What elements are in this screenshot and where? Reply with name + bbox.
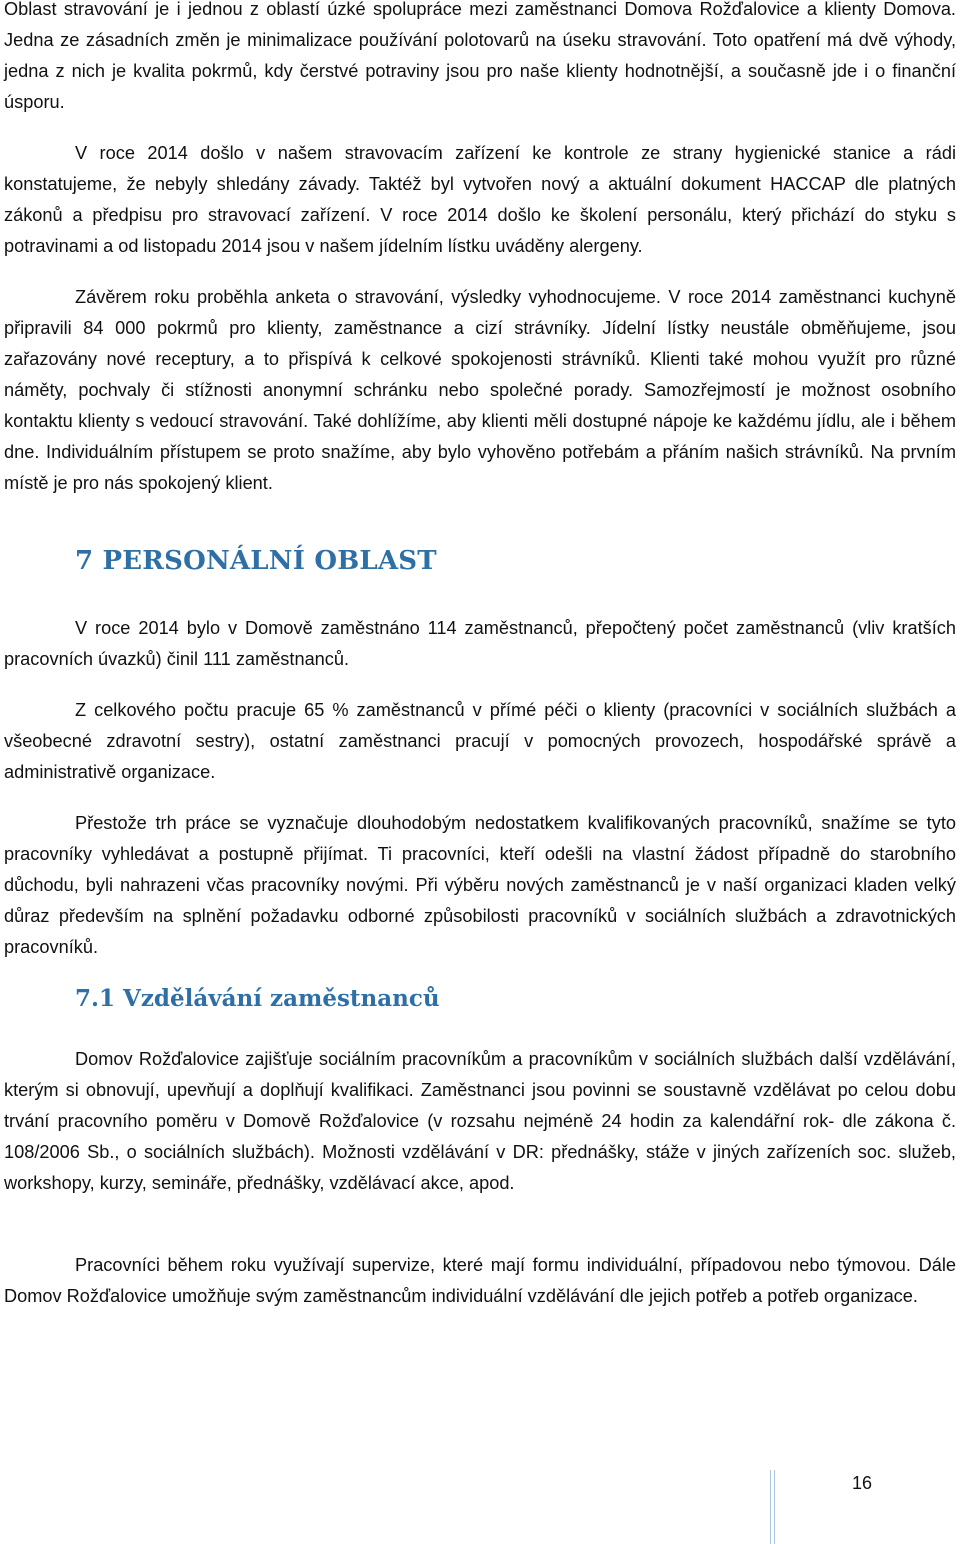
paragraph-supervision: Pracovníci během roku využívají supervize, které mají formu individuální, případovou nebo týmovou. Dále Domov Rožďalovice umožňuje svým zaměstnancům individuální vzdělávání dle jejich potřeb a potřeb organizace. [4,1255,956,1306]
paragraph-recruitment: Přestože trh práce se vyznačuje dlouhodobým nedostatkem kvalifikovaných pracovníků, snažíme se tyto pracovníky vyhledávat a postupně přijímat. Ti pracovníci, kteří odešli na vlastní žádost případně do starobního důchodu, byli nahrazeni včas pracovníky novými. Při výběru nových zaměstnanců je v naší organizaci kladen velký důraz především na splnění požadavku odborné způsobilosti pracovníků v sociálních službách a zdravotnických pracovníků. [4,813,956,957]
paragraph-hygiene-inspection: V roce 2014 došlo v našem stravovacím zařízení ke kontrole ze strany hygienické stanice a rádi konstatujeme, že nebyly shledány závady. Taktéž byl vytvořen nový a aktuální dokument HACCAP dle platných zákonů a předpisu pro stravovací zařízení. V roce 2014 došlo ke školení personálu, který přichází do styku s potravinami a od listopadu 2014 jsou v našem jídelním lístku uváděny alergeny. [4,143,956,256]
paragraph-catering-cooperation: Oblast stravování je i jednou z oblastí úzké spolupráce mezi zaměstnanci Domova Rožďalovice a klienty Domova. Jedna ze zásadních změn je minimalizace používání polotovarů na úseku stravování. Toto opatření má dvě výhody, jedna z nich je kvalita pokrmů, kdy čerstvé potraviny jsou pro naše klienty hodnotnější, a současně jde i o finanční úsporu. [4,0,956,112]
paragraph-further-education: Domov Rožďalovice zajišťuje sociálním pracovníkům a pracovníkům v sociálních službách další vzdělávání, kterým si obnovují, upevňují a doplňují kvalifikaci. Zaměstnanci jsou povinni se soustavně vzdělávat po celou dobu trvání pracovního poměru v Domově Rožďalovice (v rozsahu nejméně 24 hodin za kalendářní rok- dle zákona č. 108/2006 Sb., o sociálních službách). Možnosti vzdělávání v DR: přednášky, stáže v jiných zařízeních soc. služeb, workshopy, kurzy, semináře, přednášky, vzdělávací akce, apod. [4,1049,956,1193]
paragraph-direct-care-share: Z celkového počtu pracuje 65 % zaměstnanců v přímé péči o klienty (pracovníci v sociálních službách a všeobecné zdravotní sestry), ostatní zaměstnanci pracují v pomocných provozech, hospodářské správě a administrativě organizace. [4,700,956,782]
footer-divider [770,1470,775,1544]
section-heading-personnel: 7 PERSONÁLNÍ OBLAST [75,546,437,576]
subsection-heading-education: 7.1 Vzdělávání zaměstnanců [75,985,440,1012]
paragraph-employee-count: V roce 2014 bylo v Domově zaměstnáno 114 zaměstnanců, přepočtený počet zaměstnanců (vliv kratších pracovních úvazků) činil 111 zaměstnanců. [4,618,956,669]
paragraph-catering-survey: Závěrem roku proběhla anketa o stravování, výsledky vyhodnocujeme. V roce 2014 zaměstnanci kuchyně připravili 84 000 pokrmů pro klienty, zaměstnance a cizí strávníky. Jídelní lístky neustále obměňujeme, jsou zařazovány nové receptury, a to přispívá k celkové spokojenosti strávníků. Klienti také mohou využít pro různé náměty, pochvaly či stížnosti anonymní schránku nebo společné porady. Samozřejmostí je možnost osobního kontaktu klienty s vedoucí stravování. Také dohlížíme, aby klienti měli dostupné nápoje ke každému jídlu, ale i během dne. Individuálním přístupem se proto snažíme, aby bylo vyhověno potřebám a přáním našich strávníků. Na prvním místě je pro nás spokojený klient. [4,287,956,493]
page-number: 16 [852,1473,873,1493]
